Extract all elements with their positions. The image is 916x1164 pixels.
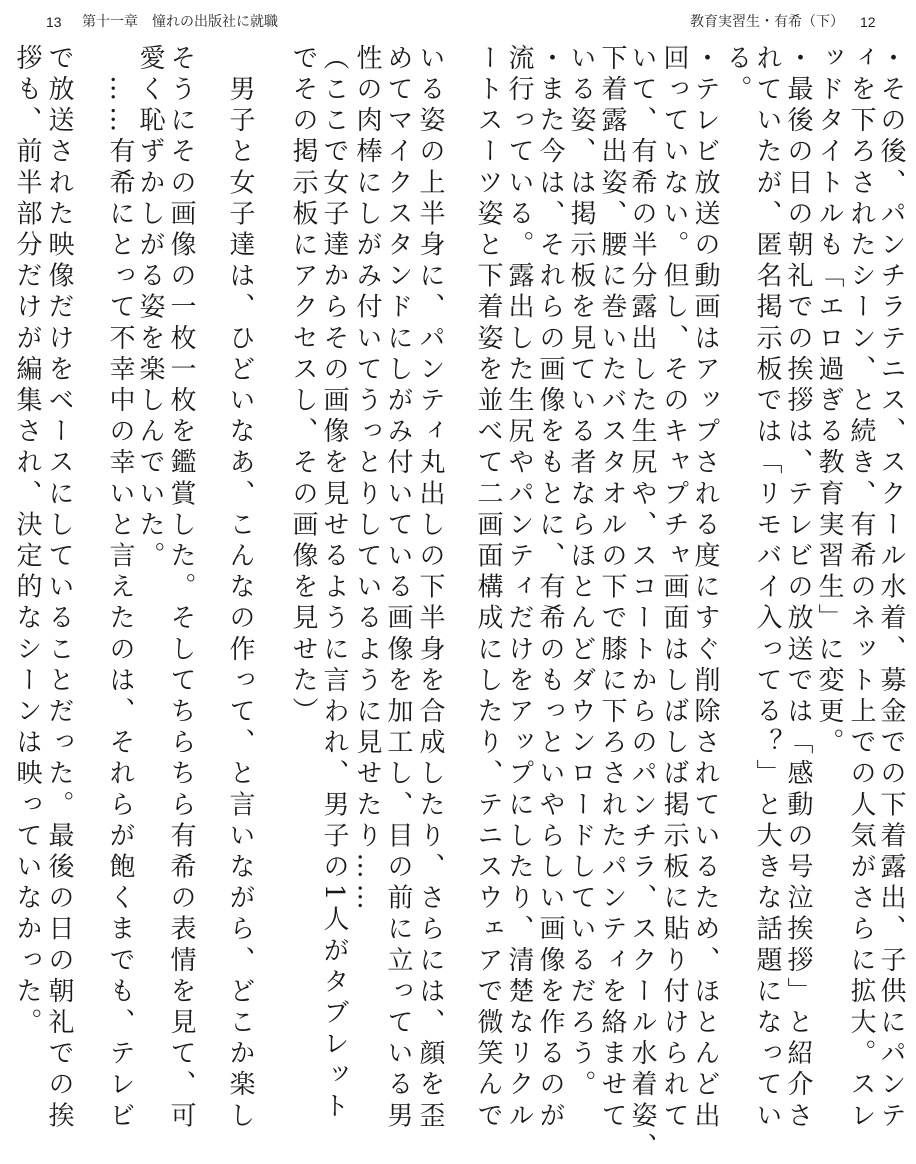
- text-column: 拶も、前半部分だけが編集され、決定的なシーンは映っていなかった。: [12, 44, 42, 1040]
- text-column: 男子と女子達は、ひどいなあ、こんなの作って、と言いながら、どこか楽し: [225, 44, 255, 1133]
- text-column: （ここで女子達からその画像を見せるように言われ、男子の1人がタブレット: [319, 44, 349, 1124]
- text-column: 性の肉棒にしがみ付いてうっとりしているように見せたり……: [352, 44, 382, 915]
- right-page-body: [458, 40, 916, 1164]
- text-column: 下着露出姿、腰に巻いたバスタオルの下で膝に下ろされたパンティを絡ませて: [597, 44, 627, 1133]
- text-column: ・最後の日の朝礼での挨拶は、テレビの放送では「感動の号泣挨拶」と紹介さ: [783, 44, 813, 1133]
- text-column: ィを下ろされたシーン、と続き、有希のネット上での人気がさらに拡大。スレ: [846, 44, 876, 1133]
- right-page-number: 12: [860, 14, 876, 30]
- text-column: でその掲示板にアクセスし、その画像を見せた）: [288, 44, 318, 729]
- text-column: ……有希にとって不幸中の幸いと言えたのは、それらが飽くまでも、テレビ: [105, 44, 135, 1133]
- left-page-number: 13: [46, 14, 62, 30]
- text-column: めてマイクスタンドにしがみ付いている画像を加工し、目の前に立っている男: [383, 44, 413, 1133]
- text-column: 愛く恥ずかしがる姿を楽しんでいた。: [135, 44, 165, 573]
- text-column: 回っていない。但し、そのキャプチャ画面はしばしば掲示板に貼り付けられて: [659, 44, 689, 1133]
- text-column: る。: [722, 44, 752, 107]
- left-page-header: [0, 12, 458, 32]
- text-column: 流行っている。露出した生尻やパンティだけをアップにしたり、清楚なリクル: [504, 44, 534, 1133]
- text-column: ートスーツ姿と下着姿を並べて二画面構成にしたり、テニスウェアで微笑んで: [473, 44, 503, 1133]
- text-column: いる姿、は掲示板を見ている者ならほとんどダウンロードしているだろう。: [566, 44, 596, 1102]
- section-title: 教育実習生・有希（下）: [690, 14, 844, 30]
- right-page-header: [458, 12, 916, 32]
- text-column: れていたが、匿名掲示板では「リモバイ入ってる？」と大きな話題になってい: [752, 44, 782, 1133]
- text-column: ・その後、パンチラテニス、スクール水着、募金での下着露出、子供にパンテ: [876, 44, 906, 1133]
- left-page-body: [0, 40, 458, 1133]
- text-column: ・テレビ放送の動画はアップされる度にすぐ削除されているため、ほとんど出: [690, 44, 720, 1133]
- text-column: いて、有希の半分露出した生尻や、スコートからのパンチラ、スクール水着姿、: [627, 44, 657, 1164]
- text-column: いる姿の上半身に、パンティ丸出しの下半身を合成したり、さらには、顔を歪: [415, 44, 445, 1133]
- text-column: そうにその画像の一枚一枚を鑑賞した。そしてちらちら有希の表情を見て、可: [166, 44, 196, 1133]
- chapter-title: 第十一章 憧れの出版社に就職: [82, 14, 278, 30]
- text-column: ・また今は、それらの画像をもとに、有希のもっといやらしい画像を作るのが: [535, 44, 565, 1133]
- text-column: で放送された映像だけをベースにしていることだった。最後の日の朝礼での挨: [44, 44, 74, 1133]
- text-column: ッドタイトルも「エロ過ぎる教育実習生」に変更。: [814, 44, 844, 760]
